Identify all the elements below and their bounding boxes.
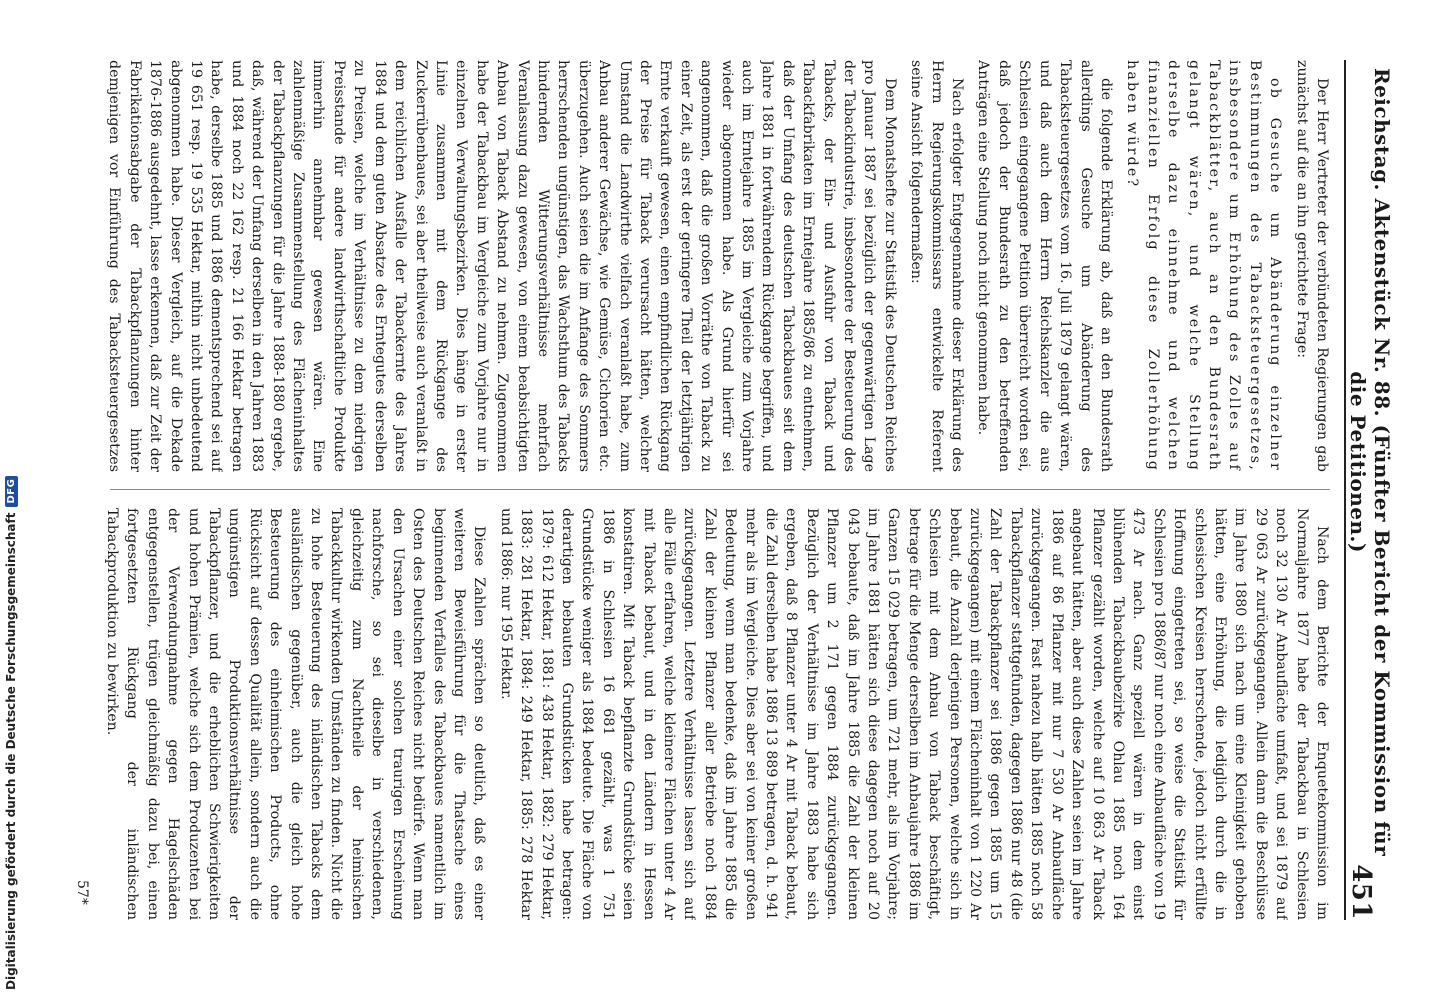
page-title: Reichstag. Aktenstück Nr. 88. (Fünfter Bericht der Kommission für die Petitionen.) [1346, 67, 1394, 857]
paragraph: die folgende Erklärung ab, daß an den Bundesrath allerdings Gesuche um Abänderung des Tabacksteuergesetzes vom 16. Juli 1879 gelangt wären, und daß auch dem Herrn Reichskanzler die aus Schlesien eingegangene Petition überreicht worden sei, daß jedoch der Bundesrath zu den betreffenden Anträgen eine Stellung noch nicht genommen habe. [975, 60, 1114, 472]
dfg-logo: DFG [5, 476, 18, 507]
document-page [30, 0, 1430, 1000]
paragraph: Nach dem Berichte der Enquetekommission im Normaljahre 1877 habe der Tabackbau in Schlesien noch 32 130 Ar Anbaufläche umfaßt, und sei 1879 auf 29 063 Ar zurückgegangen. Allein dann die Beschlüsse im Jahre 1880 sich nach um eine Kleinigkeit gehoben hätten, eine Erhöhung, die lediglich durch die in schlesischen Kreisen herrschende, jedoch nicht erfüllte Hoffnung eingetreten sei, so weise die Statistik für Schlesien pro 1886/87 nur noch eine Anbaufläche von 19 473 Ar nach. Ganz speziell wären in dem einst blühenden Tabackbaubezirke Ohlau 1885 noch 164 Pflanzer gezählt worden, welche auf 10 863 Ar Taback angebaut hätten, aber auch diese Zahlen seien im Jahre 1886 auf 86 Pflanzer mit nur 7 530 Ar Anbaufläche zurückgegangen. Fast nahezu halb hätten 1885 noch 58 Tabackpflanzer stattgefunden, dagegen 1886 nur 48 (die Zahl der Tabackpflanzer sei 1886 gegen 1885 um 15 zurückgegangen) mit einem Flächeninhalt von 1 220 Ar bebaut, die Anzahl derjenigen Personen, welche sich in Schlesien mit dem Anbau von Taback beschäftigt, betrage für die Menge derselben im Anbaujahre 1886 im Ganzen 15 029 betragen, um 721 mehr, als im Vorjahre; im Jahre 1881 hätten sich diese dagegen noch auf 20 043 bebaute, daß im Jahre 1885 die Zahl der kleinen Pflanzer um 2 171 gegen 1884 zurückgegangen. Bezüglich der Verhältnisse im Jahre 1883 habe sich ergeben, daß 8 Pflanzer unter 4 Ar mit Taback bebaut, die Zahl derselben habe 1886 13 889 betragen, d. h. 941 mehr als im Vergleiche. Dies aber sei von keiner großen Bedeutung, wenn man bedenke, daß im Jahre 1885 die Zahl der kleinen Pflanzer aller Betriebe noch 1884 zurückgegangen. Letztere Verhältnisse lassen sich auf alle Fälle erfahren, welche kleinere Flächen unter 4 Ar mit Taback bebaut, und in den Ländern in Hessen konstatiren. Mit Taback bepflanzte Grundstücke seien 1886 in Schlesien 16 681 gezählt, was 1 751 Grundstücke weniger als 1884 bedeute. Die Fläche von derartigen bebauten Grundstücken habe betragen: 1879: 612 Hektar, 1881: 438 Hektar, 1882: 279 Hektar, 1883: 281 Hektar, 1884: 249 Hektar, 1885: 278 Hektar und 1886: nur 195 Hektar. [497, 508, 1330, 920]
text-column-left [102, 60, 1332, 472]
signature-mark: 57* [74, 880, 90, 905]
paragraph: Diese Zahlen sprächen so deutlich, daß es einer weiteren Beweisführung für die Thatsache eines beginnenden Verfalles des Tabackbaues namentlich im Osten des Deutschen Reiches nicht bedürfe. Wenn man den Ursachen einer solchen traurigen Erscheinung nachforsche, so sei dieselbe in verschiedenen, gleichzeitig zum Nachtheile der heimischen Tabackkultur wirkenden Umständen zu finden. Nicht die zu hohe Besteuerung des inländischen Tabacks dem ausländischen gegenüber, auch die gleich hohe Besteuerung des einheimischen Products, ohne Rücksicht auf dessen Qualität allein, sondern auch die ungünstigen Produktionsverhältnisse der Tabackpflanzer, und die erheblichen Schwierigkeiten und hohen Prämien, welche sich dem Produzenten bei der Verwendungnahme gegen Hagelschäden entgegenstellen, trügen gleichmäßig dazu bei, einen fortgesetzten Rückgang der inländischen Tabackproduktion zu bewirken. [104, 508, 488, 920]
digitization-note [0, 0, 26, 1000]
paragraph: Der Herr Vertreter der verbündeten Regierungen gab zunächst auf die an ihn gerichtete Frage: [1293, 60, 1330, 472]
paragraph: Dem Monatshefte zur Statistik des Deutschen Reiches pro Januar 1887 sei bezüglich der gegenwärtigen Lage der Tabackindustrie, insbesondere der Besteuerung des Tabacks, der Ein- und Ausfuhr von Taback und Tabackfabrikaten im Erntejahre 1885/86 zu entnehmen, daß der Umfang des deutschen Tabackbaues seit dem Jahre 1881 in fortwährendem Rückgange begriffen, und auch im Erntejahre 1885 im Vergleiche zum Vorjahre wieder abgenommen habe. Als Grund hierfür sei angenommen, daß die großen Vorräthe von Taback zu einer Zeit, als erst der geringere Theil der letztjährigen Ernte verkauft gewesen, einen empfindlichen Rückgang der Preise für Taback verursacht hätten, welcher Umstand die Landwirthe vielfach veranlaßt habe, zum Anbau anderer Gewächse, wie Gemüse, Cichorien etc. überzugehen. Auch seien die im Anfange des Sommers herrschenden ungünstigen, das Wachsthum des Tabacks hindernden Witterungsverhältnisse mehrfach Veranlassung dazu gewesen, von einem beabsichtigten Anbau von Taback Abstand zu nehmen. Zugenommen habe der Tabackbau im Vergleiche zum Vorjahre nur in einzelnen Verwaltungsbezirken. Dies hänge in erster Linie zusammen mit dem Rückgange des Zuckerrübenbaues, sei aber theilweise auch veranlaßt in dem reichlichen Ausfalle der Tabackernte des Jahres 1884 und dem guten Absatze des Erntegutes derselben zu Preisen, welche im Verhältnisse zu dem niedrigen Preisstande für andere landwirthschaftliche Produkte immerhin annehmbar gewesen wären. Eine zahlenmäßige Zusammenstellung des Flächeninhaltes der Tabackpflanzungen für die Jahre 1888-1880 ergebe, daß, während der Umfang derselben in den Jahren 1883 und 1884 noch 22 162 resp. 21 166 Hektar betragen habe, derselbe 1885 und 1886 dementsprechend sei auf 19 651 resp. 19 535 Hektar, mithin nicht unbedeutend abgenommen habe. Dieser Vergleich, auf die Dekade 1876-1886 ausgedehnt, lasse erkennen, daß zur Zeit der Fabrikationsabgabe der Tabackpflanzungen hinter demjenigen vor Einführung des Tabacksteuergesetzes [106, 60, 898, 472]
page-number: 451 [1346, 864, 1376, 920]
digitization-text: Digitalisierung gefördert durch die Deutsche Forschungsgemeinschaft [4, 512, 18, 990]
text-column-right [102, 508, 1332, 920]
column-divider [110, 489, 1330, 490]
paragraph: Nach erfolgter Entgegennahme dieser Erklärung des Herrn Regierungskommissars entwickelte Referent seine Ansicht folgendermaßen: [908, 60, 966, 472]
paragraph: ob Gesuche um Abänderung einzelner Bestimmungen des Tabacksteuergesetzes, insbesondere um Erhöhung des Zolles auf Tabackblätter, auch an den Bundesrath gelangt wären, und welche Stellung derselbe dazu einnehme und welchen finanziellen Erfolg diese Zollerhöhung haben würde? [1124, 60, 1284, 472]
page-header [1344, 60, 1394, 920]
